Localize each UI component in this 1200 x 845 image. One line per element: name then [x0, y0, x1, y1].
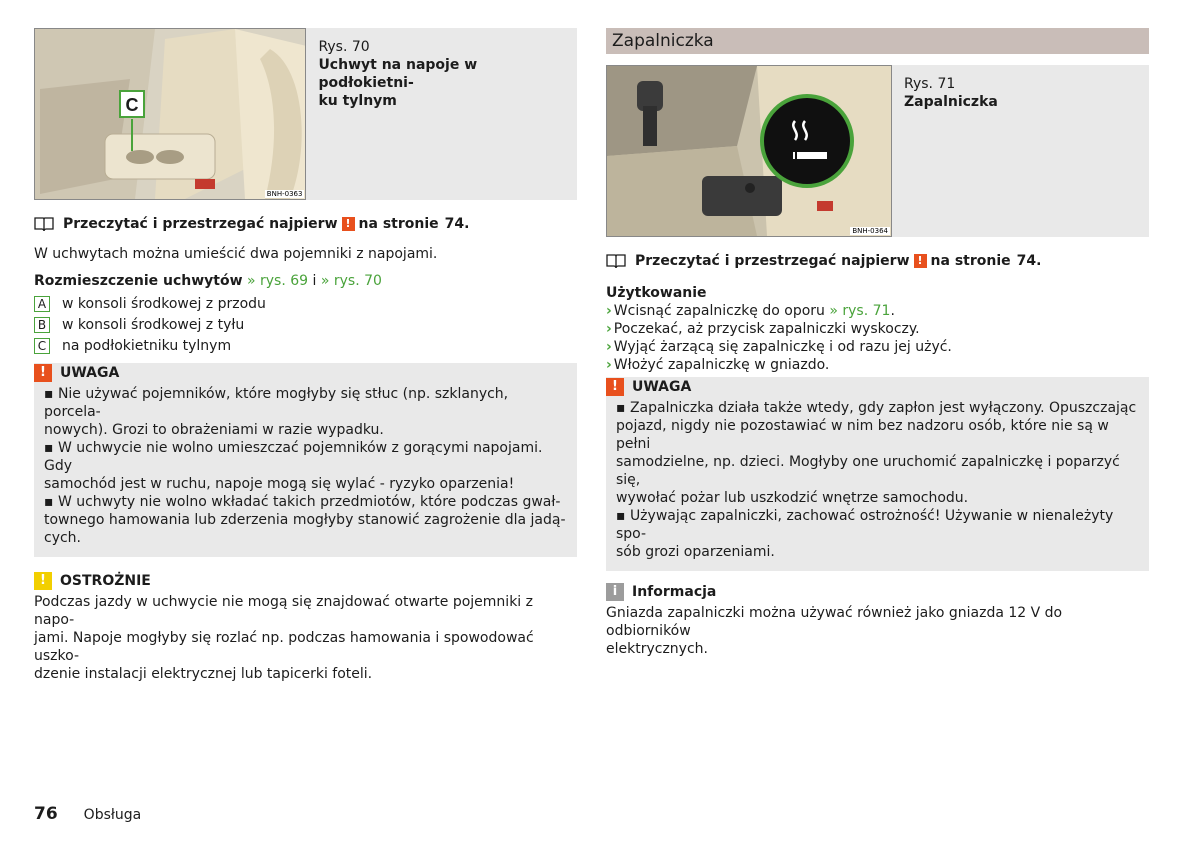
warning-mark-icon: ! — [914, 254, 927, 268]
usage-heading: Użytkowanie — [606, 285, 707, 301]
figure-71-link[interactable]: » rys. 71 — [829, 303, 891, 319]
callout-c-text: C — [125, 95, 139, 115]
legend-tag-a: A — [34, 296, 50, 312]
caution-body — [34, 591, 577, 683]
warning-icon: ! — [606, 378, 624, 396]
caution-title: OSTROŻNIE — [60, 573, 151, 589]
figure-69-link[interactable]: » rys. 69 — [246, 273, 309, 289]
figure-number: Rys. 71 — [904, 76, 956, 92]
legend-tag-b: B — [34, 317, 50, 333]
caution-line: jami. Napoje mogłyby się rozlać np. podczas hamowania i spowodować uszko- — [34, 630, 534, 664]
figure-70 — [34, 28, 577, 200]
read-first-text: Przeczytać i przestrzegać najpierw — [635, 253, 910, 269]
page-number: 76 — [34, 804, 58, 824]
caution-header — [34, 571, 577, 591]
usage-steps — [606, 302, 1149, 374]
figure-title-line2: ku tylnym — [318, 93, 397, 109]
warning-box-right — [606, 377, 1149, 571]
warning-line: ▪ Używając zapalniczki, zachować ostrożność! Używanie w nienależyty spo- — [616, 508, 1114, 542]
section-title: Zapalniczka — [606, 28, 1149, 54]
info-title: Informacja — [632, 584, 717, 600]
caution-icon: ! — [34, 572, 52, 590]
step-text: Wyjąć żarzącą się zapalniczkę i od razu jej użyć. — [613, 339, 952, 355]
legend-text-b: w konsoli środkowej z tyłu — [62, 316, 245, 333]
step-text: Poczekać, aż przycisk zapalniczki wyskoczy. — [613, 321, 920, 337]
read-first-page-link[interactable]: 74. — [444, 216, 470, 232]
warning-header — [34, 363, 577, 383]
warning-line: ▪ Nie używać pojemników, które mogłyby się stłuc (np. szklanych, porcela- — [44, 386, 509, 420]
info-line: Gniazda zapalniczki można używać również jako gniazda 12 V do odbiorników — [606, 605, 1063, 639]
warning-body — [606, 397, 1149, 561]
info-icon: i — [606, 583, 624, 601]
intro-text: W uchwytach można umieścić dwa pojemniki z napojami. — [34, 246, 438, 262]
usage-step — [606, 338, 1149, 356]
placement-heading — [34, 272, 577, 290]
legend-text-a: w konsoli środkowej z przodu — [62, 295, 266, 312]
usage-step — [606, 320, 1149, 338]
warning-line: ▪ W uchwyty nie wolno wkładać takich przedmiotów, które podczas gwał- — [44, 494, 561, 510]
caution-box — [34, 571, 577, 683]
caution-line: dzenie instalacji elektrycznej lub tapicerki foteli. — [34, 666, 373, 682]
placement-label: Rozmieszczenie uchwytów — [34, 273, 243, 289]
info-line: elektrycznych. — [606, 641, 708, 657]
read-first-suffix: na stronie — [930, 253, 1011, 269]
figure-number: Rys. 70 — [318, 39, 370, 55]
rear-armrest-illustration — [35, 29, 306, 199]
usage-step — [606, 302, 1149, 320]
figure-title: Zapalniczka — [904, 94, 998, 110]
figure-70-caption — [306, 28, 577, 200]
warning-mark-icon: ! — [342, 217, 355, 231]
legend-item-a — [34, 293, 577, 314]
figure-70-image — [34, 28, 306, 200]
warning-line: nowych). Grozi to obrażeniami w razie wypadku. — [44, 422, 384, 438]
step-text: Włożyć zapalniczkę w gniazdo. — [613, 357, 830, 373]
figure-title-line1: Uchwyt na napoje w podłokietni- — [318, 57, 478, 91]
legend-tag-c: C — [34, 338, 50, 354]
step-chevron-icon: › — [606, 357, 612, 373]
warning-title: UWAGA — [632, 379, 692, 395]
page-footer — [34, 805, 141, 824]
figure-70-code: BNH-0363 — [266, 190, 303, 198]
left-column — [34, 28, 577, 683]
section-name: Obsługa — [83, 807, 142, 823]
holder-legend — [34, 293, 577, 356]
warning-title: UWAGA — [60, 365, 120, 381]
book-icon — [34, 216, 54, 232]
read-first-page-link[interactable]: 74. — [1016, 253, 1042, 269]
info-header — [606, 582, 1149, 602]
legend-text-c: na podłokietniku tylnym — [62, 337, 232, 354]
warning-box-left — [34, 363, 577, 557]
warning-line: samochód jest w ruchu, napoje mogą się wylać - ryzyko oparzenia! — [44, 476, 515, 492]
step-chevron-icon: › — [606, 339, 612, 355]
legend-item-c — [34, 335, 577, 356]
warning-line: sób grozi oparzeniami. — [616, 544, 775, 560]
read-first-reference — [606, 252, 1149, 270]
caution-line: Podczas jazdy w uchwycie nie mogą się znajdować otwarte pojemniki z napo- — [34, 594, 533, 628]
figure-71-image — [606, 65, 892, 237]
step-text: Wcisnąć zapalniczkę do oporu — [613, 303, 830, 319]
figure-71-caption — [892, 65, 1010, 237]
warning-line: pojazd, nigdy nie pozostawiać w nim bez nadzoru osób, które nie są w pełni — [616, 418, 1109, 452]
warning-line: wywołać pożar lub uszkodzić wnętrze samochodu. — [616, 490, 969, 506]
warning-line: ▪ Zapalniczka działa także wtedy, gdy zapłon jest wyłączony. Opuszczając — [616, 400, 1137, 416]
lighter-illustration — [607, 66, 891, 236]
warning-line: townego hamowania lub zderzenia mogłyby stanowić zagrożenie dla jadą- — [44, 512, 566, 528]
figure-70-link[interactable]: » rys. 70 — [320, 273, 382, 289]
read-first-suffix: na stronie — [358, 216, 439, 232]
warning-line: samodzielne, np. dzieci. Mogłyby one uruchomić zapalniczkę i poparzyć się, — [616, 454, 1120, 488]
step-end: . — [890, 303, 895, 319]
placement-and: i — [312, 273, 317, 289]
read-first-text: Przeczytać i przestrzegać najpierw — [63, 216, 338, 232]
warning-line: cych. — [44, 530, 82, 546]
step-chevron-icon: › — [606, 303, 612, 319]
warning-body — [34, 383, 577, 547]
usage-step — [606, 356, 1149, 374]
figure-71-code: BNH-0364 — [852, 227, 888, 235]
book-icon — [606, 253, 626, 269]
legend-item-b — [34, 314, 577, 335]
read-first-reference — [34, 215, 577, 233]
info-body — [606, 602, 1149, 658]
warning-icon: ! — [34, 364, 52, 382]
right-column — [606, 28, 1149, 658]
warning-line: ▪ W uchwycie nie wolno umieszczać pojemników z gorącymi napojami. Gdy — [44, 440, 543, 474]
step-chevron-icon: › — [606, 321, 612, 337]
figure-71 — [606, 65, 1149, 237]
warning-header — [606, 377, 1149, 397]
info-box — [606, 582, 1149, 658]
